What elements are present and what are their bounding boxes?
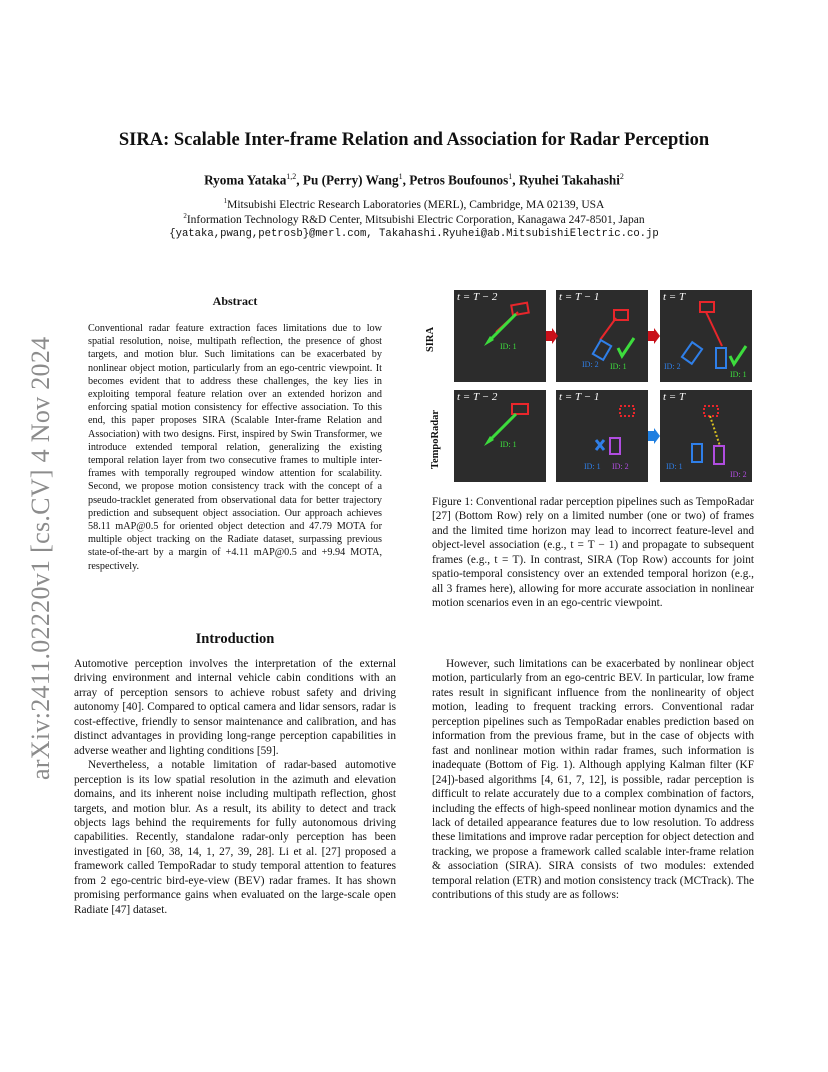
author-emails: {yataka,pwang,petrosb}@merl.com, Takahashi.Ryuhei@ab.MitsubishiElectric.co.jp — [169, 228, 659, 240]
arxiv-identifier: arXiv:2411.02220v1 [cs.CV] 4 Nov 2024 — [26, 336, 55, 780]
affiliation-2 — [60, 212, 768, 226]
figure-1-caption: Figure 1: Conventional radar perception pipelines such as TempoRadar [27] (Bottom Row) rely on a limited number (one or two) of frames and the limited time horizon may lead to incorrect feature-level and object-level association (e.g., t = T − 1) and propagate to subsequent frames (e.g., t = T). In contrast, SIRA (Top Row) accounts for joint spatio-temporal consistency over an extended temporal horizon (e.g., all 3 frames here), allowing for more accurate association in nonlinear motion scenarios even in an ego-centric viewpoint. — [432, 496, 754, 610]
id-label: ID: 2 — [664, 362, 681, 371]
author-name: Petros Boufounos — [409, 172, 509, 188]
affiliation-2-text: Information Technology R&D Center, Mitsubishi Electric Corporation, Kanagawa 247-8501, Japan — [186, 213, 645, 226]
right-paragraph-1: However, such limitations can be exacerbated by nonlinear object motion, particularly from an ego-centric BEV. In particular, low frame rates result in significant influence from the nonlinearity of object motion, leading to frequent tracking errors. Conventional radar perception pipelines such as TempoRadar enables prediction based on information from the previous frame, but in the case of objects with fast and nonlinear motion within radar frames, such information is inadequate (Bottom of Fig. 1). Although applying Kalman filter (KF [24])-based algorithms [4, 61, 7, 12], is possible, radar perception is difficult to relate accurately due to a complex combination of factors, including the effects of high-speed nonlinear motion dynamics and the lack of detailed appearance features due to low resolution. To address these limitations and improve radar perception for object detection and tracking, we propose a framework called scalable inter-frame relation & association (SIRA). SIRA consists of two modules: extended temporal relation (ETR) and motion consistency track (MCTrack). The contributions of this study are as follows: — [432, 658, 754, 902]
intro-paragraph-1: Automotive perception involves the interpretation of the external driving environment and internal vehicle cabin conditions with an array of perception sensors to achieve robust safety and driving autonomy [40]. Compared to optical camera and lidar sensors, radar is cost-effective, friendly to sensor maintenance and calibration, and has distinct advantages in providing long-range perception capabilities in adverse weather and lighting conditions [59]. — [74, 658, 396, 757]
author-affiliation-sup: 1 — [398, 172, 403, 181]
id-label: ID: 1 — [500, 342, 517, 351]
author-name: Pu (Perry) Wang — [302, 172, 399, 188]
abstract-heading: Abstract — [212, 294, 258, 308]
affiliation-1-sup: 1 — [223, 197, 228, 205]
introduction-heading: Introduction — [195, 631, 275, 647]
sira-frame-t — [660, 290, 752, 382]
temporadar-frame-t — [660, 390, 752, 482]
abstract-body: Conventional radar feature extraction faces limitations due to low spatial resolution, noise, multipath reflection, the presence of ghost targets, and motion blur. Such limitations can be exacerbated by nonlinear object motion, particularly from an ego-centric viewpoint. It becomes evident that to address these challenges, the key lies in exploiting temporal feature relation over an extended horizon and enforcing spatial motion consistency for effective association. To this end, this paper proposes SIRA (Scalable Inter-frame Relation and Association) with two designs. First, inspired by Swin Transformer, we introduce extended temporal relation, generalizing the existing temporal relation layer from two consecutive frames to multiple inter-frames with temporally regrouped window attention for scalability. Second, we propose motion consistency track with the concept of a pseudo-tracklet generated from observational data for better trajectory prediction and subsequent object association. Our approach achieves 58.11 mAP@0.5 for oriented object detection and 47.79 MOTA for multiple object tracking on the Radiate dataset, surpassing previous state-of-the-art by a margin of +4.11 mAP@0.5 and +9.94 MOTA, respectively. — [88, 323, 382, 572]
id-label: ID: 2 — [612, 462, 629, 471]
author-affiliation-sup: 1,2 — [286, 172, 297, 181]
id-label: ID: 2 — [730, 470, 747, 479]
author-name: Ryoma Yataka — [204, 172, 287, 188]
affiliation-1-text: Mitsubishi Electric Research Laboratories (MERL), Cambridge, MA 02139, USA — [227, 198, 605, 211]
frame-time-label: t = T — [663, 391, 686, 403]
intro-paragraph-2: Nevertheless, a notable limitation of radar-based automotive perception is its low spatial resolution in the azimuth and elevation domains, and its inherent noise including multipath reflection, ghost targets, and motion blur. As a result, its ability to detect and track objects lags behind the requirements for fully autonomous driving capabilities. Recently, standalone radar-only perception has been investigated in [60, 38, 14, 1, 27, 39, 28]. Li et al. [27] proposed a framework called TempoRadar to study temporal attention to features from 2 ego-centric bird-eye-view (BEV) radar frames. It has shown promising performance gains when evaluated on the large-scale open Radiate [47] dataset. — [74, 759, 396, 916]
frame-time-label: t = T − 2 — [457, 291, 498, 303]
id-label: ID: 1 — [500, 440, 517, 449]
frame-time-label: t = T — [663, 291, 686, 303]
temporadar-frame-t-minus-2 — [454, 390, 546, 482]
right-column-body — [432, 657, 754, 903]
introduction-body — [74, 657, 396, 917]
affiliation-2-sup: 2 — [183, 212, 187, 220]
frame-time-label: t = T − 1 — [559, 291, 600, 303]
sira-frame-t-minus-1 — [556, 290, 648, 382]
sira-frame-t-minus-2 — [454, 290, 546, 382]
author-affiliation-sup: 1 — [508, 172, 513, 181]
figure-1 — [425, 290, 754, 486]
affiliation-1 — [60, 197, 768, 211]
author-affiliation-sup: 2 — [619, 172, 624, 181]
id-label: ID: 1 — [730, 370, 747, 379]
frame-time-label: t = T − 1 — [559, 391, 600, 403]
id-label: ID: 2 — [582, 360, 599, 369]
flow-arrow-icon — [648, 328, 660, 344]
id-label: ID: 1 — [666, 462, 683, 471]
author-list: Ryoma Yataka$^{1,2}$, Pu (Perry) Wang$^1$, Petros Boufounos$^1$, Ryuhei Takahashi$^2$ — [204, 172, 624, 188]
flow-arrow-icon — [546, 328, 558, 344]
paper-title: SIRA: Scalable Inter-frame Relation and Association for Radar Perception — [118, 130, 710, 150]
frame-time-label: t = T − 2 — [457, 391, 498, 403]
temporadar-frame-t-minus-1 — [556, 390, 648, 482]
row-label-sira: SIRA — [425, 326, 437, 353]
flow-arrow-icon — [648, 428, 660, 444]
id-label: ID: 1 — [584, 462, 601, 471]
row-label-temporadar: TempoRadar — [430, 409, 442, 470]
id-label: ID: 1 — [610, 362, 627, 371]
author-name: Ryuhei Takahashi — [518, 172, 620, 188]
